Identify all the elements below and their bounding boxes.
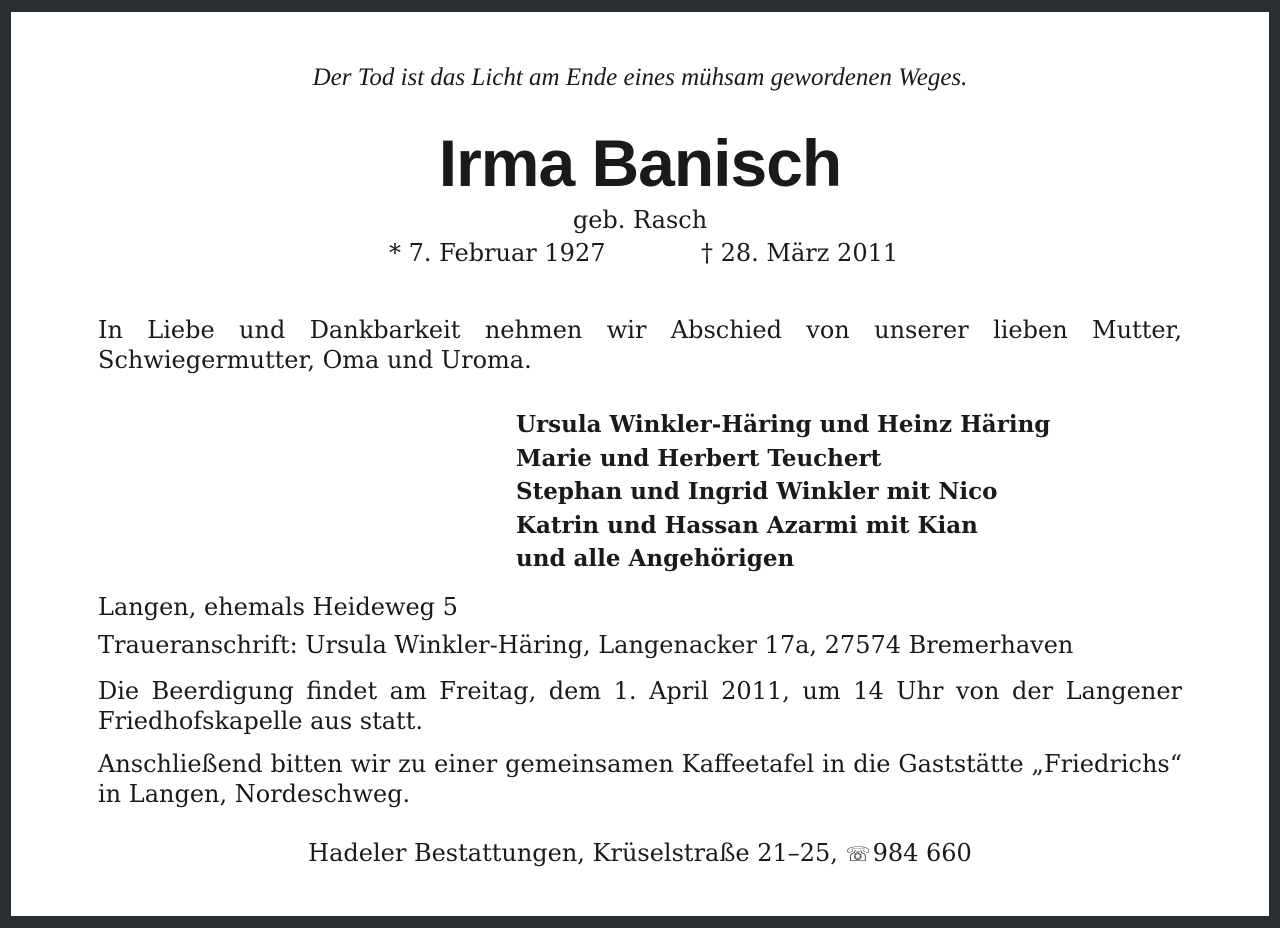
mourning-address: Traueranschrift: Ursula Winkler-Häring, Langenacker 17a, 27574 Bremerhaven [98,631,1074,659]
undertaker-text: Hadeler Bestattungen, Krüselstraße 21–25, [308,839,838,867]
deceased-name: Irma Banisch [438,126,842,200]
mourner-line: Katrin und Hassan Azarmi mit Kian [516,511,978,539]
reception-info: Anschließend bitten wir zu einer gemeinsamen Kaffeetafel in die Gaststätte „Friedrichs“ in Langen, Nordeschweg. [98,750,1182,808]
mourner-line: und alle Angehörigen [516,545,795,572]
farewell-text: In Liebe und Dankbarkeit nehmen wir Abschied von unserer lieben Mutter, Schwiegermutter, Oma und Uroma. [98,316,1182,374]
mourner-line: Marie und Herbert Teuchert [516,444,882,472]
mourner-line: Stephan und Ingrid Winkler mit Nico [516,478,998,505]
undertaker-line [98,839,1182,867]
motto: Der Tod ist das Licht am Ende eines mühsam gewordenen Weges. [312,64,968,91]
obituary-frame [11,12,1269,916]
birth-date: * 7. Februar 1927 [389,239,606,267]
death-date: † 28. März 2011 [701,239,899,267]
undertaker-phone: 984 660 [872,839,972,867]
telephone-icon: ☏ [845,842,871,866]
mourners-list [516,408,1050,576]
maiden-name: geb. Rasch [572,206,708,234]
place-line: Langen, ehemals Heideweg 5 [98,593,458,621]
mourner-line: Ursula Winkler-Häring und Heinz Häring [516,411,1051,438]
funeral-info: Die Beerdigung findet am Freitag, dem 1. April 2011, um 14 Uhr von der Langener Friedhofskapelle aus statt. [98,677,1182,735]
